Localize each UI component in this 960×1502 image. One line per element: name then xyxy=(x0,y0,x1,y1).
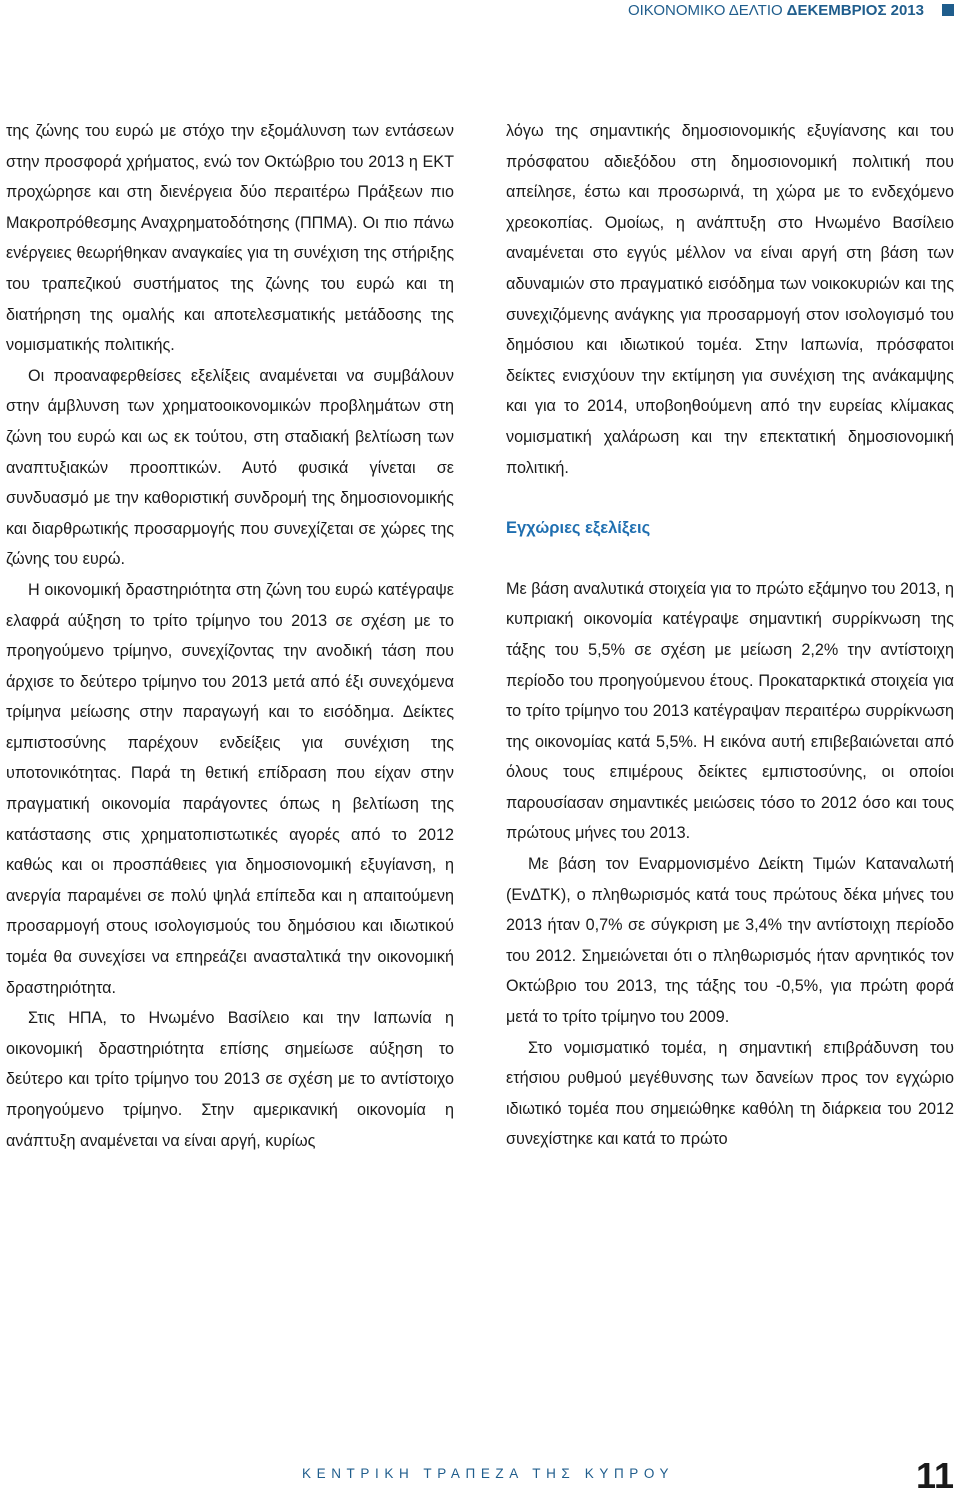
footer-publisher: ΚΕΝΤΡΙΚΗ ΤΡΑΠΕΖΑ ΤΗΣ ΚΥΠΡΟΥ xyxy=(302,1466,675,1481)
left-column xyxy=(6,116,454,1156)
header-title xyxy=(628,2,924,19)
paragraph: Στο νομισματικό τομέα, η σημαντική επιβράδυνση του ετήσιου ρυθμού μεγέθυνσης των δανείων προς τον εγχώριο ιδιωτικό τομέα που σημειώθηκε καθόλη τη διάρκεια του 2012 συνεχίστηκε και κατά το πρώτο xyxy=(506,1038,954,1149)
paragraph: Οι προαναφερθείσες εξελίξεις αναμένεται να συμβάλουν στην άμβλυνση των χρηματοοικονομικών προβλημάτων στη ζώνη του ευρώ και ως εκ τούτου, στη σταδιακή βελτίωση των αναπτυξιακών προοπτικών. Αυτό φυσικά γίνεται σε συνδυασμό με την καθοριστική συνδρομή της δημοσιονομικής και διαρθρωτικής προσαρμογής που συνεχίζεται σε χώρες της ζώνης του ευρώ. xyxy=(6,366,454,569)
paragraph: λόγω της σημαντικής δημοσιονομικής εξυγίανσης και του πρόσφατου αδιεξόδου στη δημοσιονομική πολιτική που απείλησε, έστω και προσωρινά, τη χώρα με το ενδεχόμενο χρεοκοπίας. Ομοίως, η ανάπτυξη στο Ηνωμένο Βασίλειο αναμένεται στο εγγύς μέλλον να είναι αργή στη βάση των αδυναμιών στο πραγματικό εισόδημα των νοικοκυριών και της συνεχιζόμενης ανάγκης για προσαρμογή στον ισολογισμό του δημόσιου και ιδιωτικού τομέα. Στην Ιαπωνία, πρόσφατοι δείκτες ενισχύουν την εκτίμηση για συνέχιση της ανάκαμψης και για το 2014, υποβοηθούμενη από την ευρείας κλίμακας νομισματική χαλάρωση και την επεκτατική δημοσιονομική πολιτική. xyxy=(506,122,954,477)
page-header xyxy=(0,0,960,24)
paragraph: της ζώνης του ευρώ με στόχο την εξομάλυνση των εντάσεων στην προσφορά χρήματος, ενώ τον Οκτώβριο του 2013 η ΕΚΤ προχώρησε και στη διενέργεια δύο περαιτέρω Πράξεων πιο Μακροπρόθεσμης Αναχρηματοδότησης (ΠΠΜΑ). Οι πιο πάνω ενέργειες θεωρήθηκαν αναγκαίες για τη συνέχιση της στήριξης του τραπεζικού συστήματος της ζώνης του ευρώ και τη διατήρηση της ομαλής και αποτελεσματικής μετάδοσης της νομισματικής πολιτικής. xyxy=(6,122,454,355)
paragraph: Με βάση τον Εναρμονισμένο Δείκτη Τιμών Καταναλωτή (ΕνΔΤΚ), ο πληθωρισμός κατά τους πρώτους δέκα μήνες του 2013 ήταν 0,7% σε σύγκριση με 3,4% την αντίστοιχη περίοδο του 2012. Σημειώνεται ότι ο πληθωρισμός ήταν αρνητικός τον Οκτώβριο του 2013, της τάξης του -0,5%, για πρώτη φορά μετά το τρίτο τρίμηνο του 2009. xyxy=(506,855,954,1027)
page-number: 11 xyxy=(915,1455,954,1496)
header-square-icon xyxy=(942,4,954,16)
publication-name: ΟΙΚΟΝΟΜΙΚΟ ΔΕΛΤΙΟ xyxy=(627,2,783,19)
paragraph: Η οικονομική δραστηριότητα στη ζώνη του ευρώ κατέγραψε ελαφρά αύξηση το τρίτο τρίμηνο του 2013 σε σχέση με το προηγούμενο τρίμηνο, συνεχίζοντας την ανοδική τάση που άρχισε το δεύτερο τρίμηνο του 2013 μετά από έξι συνεχόμενα τρίμηνα μείωσης στην παραγωγή και το εισόδημα. Δείκτες εμπιστοσύνης παρέχουν ενδείξεις για συνέχιση της υποτονικότητας. Παρά τη θετική επίδραση που είχαν στην πραγματική οικονομία παράγοντες όπως η βελτίωση της κατάστασης στις χρηματοπιστωτικές αγορές από το 2012 καθώς και οι προσπάθειες για δημοσιονομική εξυγίανση, η ανεργία παραμένει σε πολύ ψηλά επίπεδα και η απαιτούμενη προσαρμογή στους ισολογισμούς του δημόσιου και ιδιωτικού τομέα θα συνεχίσει να επηρεάζει ανασταλτικά την οικονομική δραστηριότητα. xyxy=(6,580,454,997)
paragraph: Με βάση αναλυτικά στοιχεία για το πρώτο εξάμηνο του 2013, η κυπριακή οικονομία κατέγραψε σημαντική συρρίκνωση της τάξης του 5,5% σε σχέση με μείωση 2,2% την αντίστοιχη περίοδο του προηγούμενου έτους. Προκαταρκτικά στοιχεία για το τρίτο τρίμηνο του 2013 κατέγραψαν περαιτέρω συρρίκνωση της οικονομίας κατά 5,5%. Η εικόνα αυτή επιβεβαιώνεται από όλους τους επιμέρους δείκτες εμπιστοσύνης, οι οποίοι παρουσίασαν σημαντικές μειώσεις τόσο το 2012 όσο και τους πρώτους μήνες του 2013. xyxy=(506,579,954,843)
section-heading: Εγχώριες εξελίξεις xyxy=(506,519,651,538)
paragraph: Στις ΗΠΑ, το Ηνωμένο Βασίλειο και την Ιαπωνία η οικονομική δραστηριότητα επίσης σημείωσε αύξηση το δεύτερο και τρίτο τρίμηνο του 2013 σε σχέση με το αντίστοιχο προηγούμενο τρίμηνο. Στην αμερικανική οικονομία η ανάπτυξη αναμένεται να είναι αργή, κυρίως xyxy=(6,1009,454,1150)
right-column xyxy=(506,116,954,1155)
issue-date: ΔΕΚΕΜΒΡΙΟΣ 2013 xyxy=(786,2,924,19)
